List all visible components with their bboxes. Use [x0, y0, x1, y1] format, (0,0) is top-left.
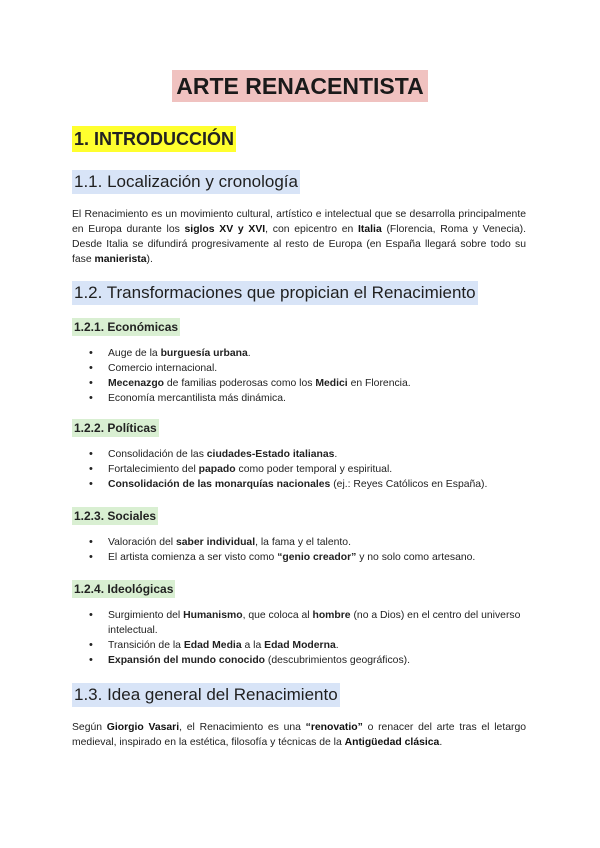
- bold-text: manierista: [94, 254, 147, 265]
- document-title: ARTE RENACENTISTA: [172, 70, 427, 102]
- bold-text: Giorgio Vasari: [106, 722, 180, 733]
- bold-text: papado: [198, 464, 236, 475]
- bold-text: Consolidación de las monarquías nacionales: [108, 479, 331, 490]
- subsection-heading-politicas: 1.2.2. Políticas: [74, 421, 157, 435]
- text-run: .: [334, 449, 338, 460]
- text-run: .: [247, 348, 251, 359]
- text-run: Auge de la: [108, 348, 161, 359]
- text-run: , la fama y el talento.: [255, 537, 351, 548]
- bold-text: siglos XV y XVI: [184, 224, 266, 235]
- list-item: [72, 653, 528, 668]
- bold-text: Edad Media: [183, 640, 242, 651]
- list-item: [72, 361, 528, 376]
- list-economicas: [72, 346, 528, 406]
- bold-text: saber individual: [175, 537, 256, 548]
- subsection-heading-ideologicas: 1.2.4. Ideológicas: [74, 582, 174, 596]
- list-item: [72, 346, 528, 361]
- list-item: [72, 550, 528, 565]
- text-run: a la: [241, 640, 265, 651]
- list-ideologicas: [72, 608, 528, 668]
- list-item: [72, 608, 528, 638]
- text-run: Economía mercantilista más dinámica.: [108, 393, 286, 404]
- bold-text: “genio creador”: [277, 552, 357, 563]
- list-item: [72, 477, 528, 492]
- section-heading-introduccion: 1. INTRODUCCIÓN: [72, 126, 236, 152]
- title-wrapper: [0, 70, 600, 102]
- text-run: , con epicentro en: [265, 224, 359, 235]
- text-run: Comercio internacional.: [108, 363, 218, 374]
- bold-text: ciudades-Estado italianas: [206, 449, 335, 460]
- text-run: Fortalecimiento del: [108, 464, 199, 475]
- list-item: [72, 447, 528, 462]
- text-run: Según: [72, 722, 107, 733]
- text-run: Surgimiento del: [108, 610, 184, 621]
- subsection-heading-sociales: 1.2.3. Sociales: [74, 509, 157, 523]
- bold-text: Mecenazgo: [108, 378, 165, 389]
- section-heading-transformaciones: 1.2. Transformaciones que propician el Renacimiento: [72, 281, 478, 305]
- bold-text: Expansión del mundo conocido: [108, 655, 266, 666]
- list-item: [72, 462, 528, 477]
- bold-text: Italia: [358, 224, 382, 235]
- list-item: [72, 391, 528, 406]
- text-run: .: [439, 737, 443, 748]
- list-item: [72, 638, 528, 653]
- text-run: , que coloca al: [242, 610, 313, 621]
- text-run: Transición de la: [108, 640, 184, 651]
- subsection-heading-economicas: 1.2.1. Económicas: [74, 320, 179, 334]
- section-heading-localizacion: 1.1. Localización y cronología: [72, 170, 300, 194]
- list-politicas: [72, 447, 528, 492]
- paragraph-localizacion: [72, 207, 526, 267]
- list-sociales: [72, 535, 528, 565]
- text-run: y no solo como artesano.: [356, 552, 476, 563]
- text-run: de familias poderosas como los: [164, 378, 316, 389]
- text-run: Valoración del: [108, 537, 176, 548]
- list-item: [72, 535, 528, 550]
- bold-text: burguesía urbana: [160, 348, 248, 359]
- bold-text: Edad Moderna: [264, 640, 336, 651]
- bold-text: Medici: [315, 378, 348, 389]
- section-heading-idea-general: 1.3. Idea general del Renacimiento: [72, 683, 340, 707]
- paragraph-idea-general: [72, 720, 526, 750]
- text-run: como poder temporal y espiritual.: [235, 464, 393, 475]
- list-item: [72, 376, 528, 391]
- text-run: .: [335, 640, 339, 651]
- text-run: en Florencia.: [347, 378, 411, 389]
- text-run: (no a Dios) en el centro del universo intelectual.: [108, 610, 521, 636]
- text-run: , el Renacimiento es una: [179, 722, 306, 733]
- text-run: ).: [146, 254, 153, 265]
- bold-text: Antigüedad clásica: [344, 737, 440, 748]
- text-run: Consolidación de las: [108, 449, 207, 460]
- text-run: (Florencia, Roma y Venecia). Desde Italia se difundirá progresivamente al resto de Europa (en España llegará sobre todo su fase: [72, 224, 526, 265]
- text-run: (descubrimientos geográficos).: [265, 655, 410, 666]
- text-run: o renacer del arte tras el letargo medieval, inspirado en la estética, filosofía y técnicas de la: [72, 722, 527, 748]
- bold-text: “renovatio”: [305, 722, 363, 733]
- bold-text: Humanismo: [183, 610, 243, 621]
- bold-text: hombre: [312, 610, 351, 621]
- text-run: El artista comienza a ser visto como: [108, 552, 278, 563]
- text-run: El Renacimiento es un movimiento cultural, artístico e intelectual que se desarrolla principalmente en Europa durante los: [72, 209, 526, 235]
- text-run: (ej.: Reyes Católicos en España).: [330, 479, 488, 490]
